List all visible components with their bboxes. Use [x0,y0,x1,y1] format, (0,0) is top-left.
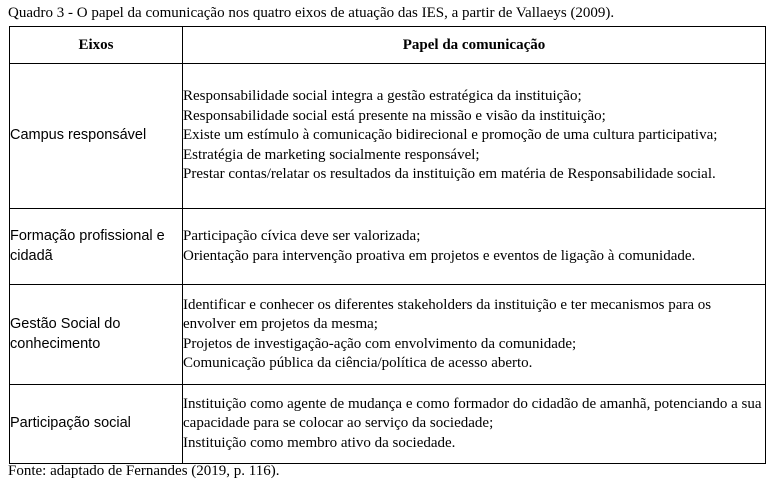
papel-item: Comunicação pública da ciência/política de acesso aberto. [183,355,533,371]
eixo-cell: Formação profissional e cidadã [10,209,183,285]
table-header-row [10,27,766,64]
papel-cell [183,285,766,385]
column-header-papel: Papel da comunicação [183,27,766,64]
papel-item: Projetos de investigação-ação com envolvimento da comunidade; [183,335,577,352]
papel-item: Responsabilidade social integra a gestão estratégica da instituição; [183,88,582,105]
table-row [10,385,766,464]
eixo-cell: Campus responsável [10,64,183,209]
papel-item: Responsabilidade social está presente na missão e visão da instituição; [183,107,606,124]
table-row [10,209,766,285]
papel-list [183,296,765,374]
papel-cell [183,209,766,285]
table-source-note: Fonte: adaptado de Fernandes (2019, p. 116). [8,463,280,479]
column-header-eixos: Eixos [10,27,183,64]
eixo-cell: Gestão Social do conhecimento [10,285,183,385]
papel-list [183,87,765,185]
eixo-cell: Participação social [10,385,183,464]
papel-list [183,395,765,454]
papel-cell [183,64,766,209]
papel-item: Estratégia de marketing socialmente responsável; [183,146,480,163]
papel-item: Instituição como membro ativo da sociedade. [183,434,456,451]
papel-item: Participação cívica deve ser valorizada; [183,228,421,244]
papel-item: Prestar contas/relatar os resultados da instituição em matéria de Responsabilidade social. [183,166,716,183]
papel-list [183,227,765,266]
papel-item: Existe um estímulo à comunicação bidirecional e promoção de uma cultura participativa; [183,127,718,144]
papel-cell [183,385,766,464]
table-row [10,285,766,385]
papel-item: Instituição como agente de mudança e como formador do cidadão de amanhã, potenciando a sua capacidade para se colocar ao serviço da sociedade; [183,395,762,432]
table-row [10,64,766,209]
table-caption: Quadro 3 - O papel da comunicação nos quatro eixos de atuação das IES, a partir de Vallaeys (2009). [8,5,615,21]
papel-item: Orientação para intervenção proativa em projetos e eventos de ligação à comunidade. [183,247,696,264]
papel-item: Identificar e conhecer os diferentes stakeholders da instituição e ter mecanismos para os envolver em projetos da mesma; [183,296,712,332]
communication-roles-table [9,26,766,464]
